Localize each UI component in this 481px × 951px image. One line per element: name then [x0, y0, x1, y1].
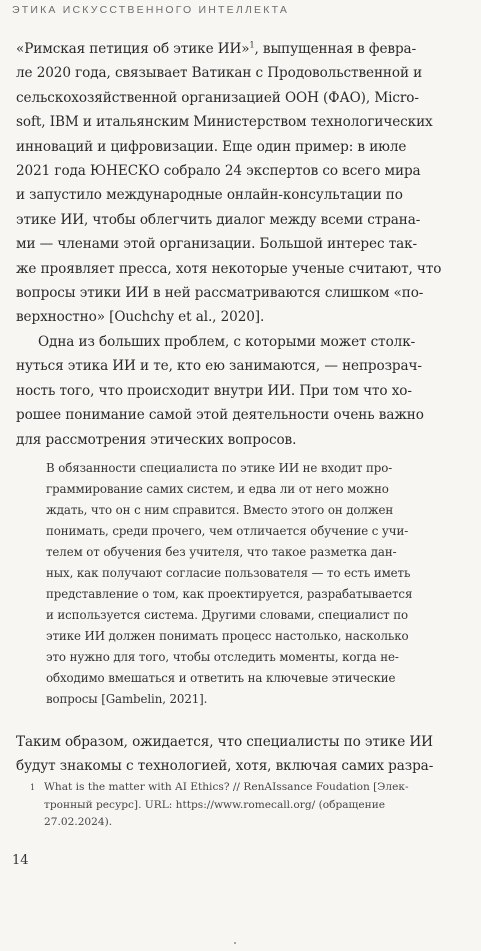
quote-line: граммирование самих систем, и едва ли от него можно — [46, 482, 389, 496]
paragraph-line: и запустило международные онлайн-консультации по — [16, 187, 403, 204]
paragraph-line: ми — членами этой организации. Большой интерес так- — [16, 236, 418, 253]
quote-line: ждать, что он с ним справится. Вместо этого он должен — [46, 503, 394, 517]
page-number: 14 — [12, 853, 29, 868]
running-head: ЭТИКА ИСКУССТВЕННОГО ИНТЕЛЛЕКТА — [12, 4, 290, 16]
footnote-line: тронный ресурс]. URL: https://www.romecall.org/ (обращение — [44, 798, 386, 811]
paragraph-line: вопросы этики ИИ в ней рассматриваются слишком «по- — [16, 285, 424, 302]
quote-line: представление о том, как проектируется, разрабатывается — [46, 587, 413, 601]
paragraph-line: Одна из больших проблем, с которыми может столк- — [38, 334, 416, 350]
quote-line: вопросы [Gambelin, 2021]. — [46, 692, 208, 706]
paragraph-line: инноваций и цифровизации. Еще один пример: в июле — [16, 138, 407, 155]
quote-line: телем от обучения без учителя, что такое разметка дан- — [46, 545, 397, 559]
paragraph-line: для рассмотрения этических вопросов. — [16, 431, 297, 448]
footnote-line — [30, 779, 477, 797]
quote-line: понимать, среди прочего, чем отличается обучение с учи- — [46, 524, 409, 538]
quote-line: это нужно для того, чтобы отследить моменты, когда не- — [46, 650, 399, 664]
quote-line: и используется система. Другими словами, специалист по — [46, 608, 409, 622]
paragraph-line: нуться этика ИИ и те, кто ею занимаются, — непрозрач- — [16, 358, 422, 375]
paragraph-line: будут знакомы с технологией, хотя, включая самих разра- — [16, 758, 434, 775]
paragraph-line: верхностно» [Ouchchy et al., 2020]. — [16, 309, 265, 326]
paragraph-line: soft, IBM и итальянским Министерством технологических — [16, 114, 433, 131]
quote-line: В обязанности специалиста по этике ИИ не входит про- — [46, 461, 393, 475]
paragraph-line: ле 2020 года, связывает Ватикан с Продовольственной и — [16, 65, 423, 82]
footnote-line: 27.02.2024). — [44, 816, 113, 828]
block-quote — [46, 458, 477, 710]
footnote-text: What is the matter with AI Ethics? // RenAIssance Foudation [Элек- — [44, 781, 409, 793]
paragraph-line: 2021 года ЮНЕСКО собрало 24 экспертов со всего мира — [16, 163, 421, 180]
line-tail: , выпущенная в февра- — [254, 41, 417, 57]
paragraph-line: этике ИИ, чтобы облегчить диалог между всеми страна- — [16, 211, 421, 228]
paragraph-line: же проявляет пресса, хотя некоторые ученые считают, что — [16, 260, 442, 277]
footnote-reference[interactable]: 1 — [249, 40, 255, 50]
footnote — [30, 779, 477, 832]
paragraph-line: Таким образом, ожидается, что специалисты по этике ИИ — [16, 734, 433, 750]
quote-title: «Римская петиция об этике ИИ» — [16, 41, 250, 57]
paragraph-3 — [16, 730, 477, 779]
paragraph-1 — [16, 37, 477, 330]
paragraph-line: сельскохозяйственной организацией ООН (ФАО), Micro- — [16, 89, 419, 106]
footnote-marker: 1 — [30, 783, 36, 792]
paragraph-line — [16, 37, 477, 61]
paragraph-2 — [16, 330, 477, 452]
paragraph-line: рошее понимание самой этой деятельности очень важно — [16, 407, 424, 424]
quote-line: обходимо вмешаться и ответить на ключевые этические — [46, 671, 396, 685]
paragraph-line: ность того, что происходит внутри ИИ. При том что хо- — [16, 382, 412, 399]
quote-line: этике ИИ должен понимать процесс настолько, насколько — [46, 629, 409, 643]
quote-line: ных, как получают согласие пользователя — то есть иметь — [46, 566, 411, 580]
scan-speck — [234, 942, 236, 944]
